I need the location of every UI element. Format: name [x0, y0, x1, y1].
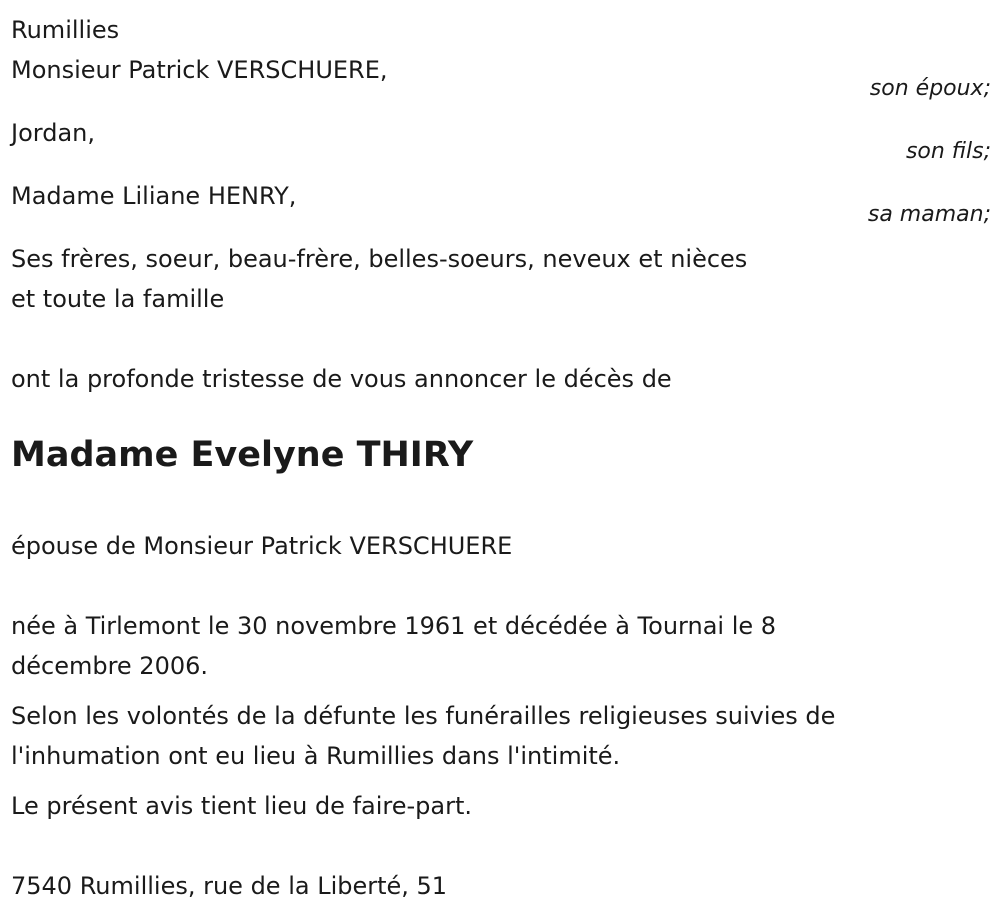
funeral-line: l'inhumation ont eu lieu à Rumillies dans l'intimité.	[11, 742, 621, 770]
location-header: Rumillies	[11, 16, 120, 44]
funeral-line: Selon les volontés de la défunte les funérailles religieuses suivies de	[11, 702, 836, 730]
relatives-line: Ses frères, soeur, beau-frère, belles-soeurs, neveux et nièces	[11, 245, 748, 273]
birth-death-line: décembre 2006.	[11, 652, 209, 680]
family-member-relation: sa maman;	[867, 202, 991, 227]
family-member-relation: son époux;	[869, 76, 991, 101]
family-member-name: Monsieur Patrick VERSCHUERE,	[11, 56, 388, 84]
family-member-relation: son fils;	[905, 139, 991, 164]
notice-line: Le présent avis tient lieu de faire-part.	[11, 792, 473, 820]
family-member-name: Madame Liliane HENRY,	[11, 182, 297, 210]
deceased-name: Madame Evelyne THIRY	[11, 435, 474, 475]
birth-death-line: née à Tirlemont le 30 novembre 1961 et décédée à Tournai le 8	[11, 612, 777, 640]
family-member-name: Jordan,	[11, 119, 95, 147]
address-line: 7540 Rumillies, rue de la Liberté, 51	[11, 872, 448, 900]
relatives-line: et toute la famille	[11, 285, 225, 313]
announcement-intro: ont la profonde tristesse de vous annoncer le décès de	[11, 365, 672, 393]
spouse-line: épouse de Monsieur Patrick VERSCHUERE	[11, 532, 513, 560]
